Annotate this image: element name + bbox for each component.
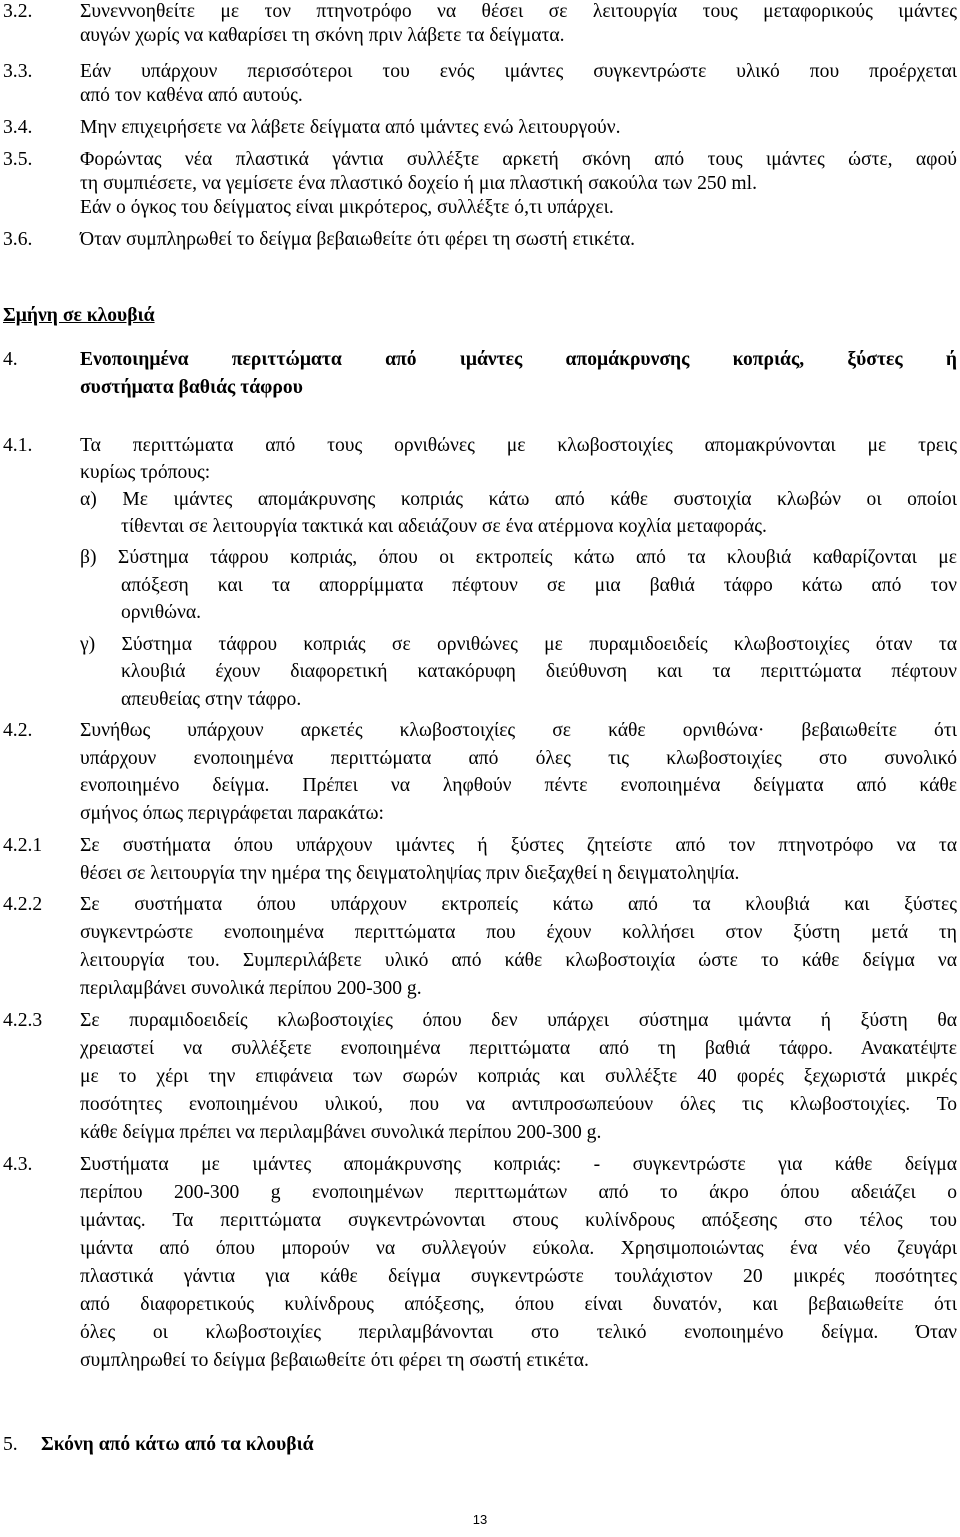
text-line: πλαστικά γάντια για κάθε δείγμα συγκεντρώστε τουλάχιστον 20 μικρές ποσότητες [80,1266,957,1287]
heading-number: 5. [3,1434,18,1455]
item-number: 3.5. [3,149,33,170]
page-number: 13 [472,1512,488,1527]
text-line: απευθείας στην τάφρο. [121,689,302,710]
heading-line: Ενοποιημένα περιττώματα από ιμάντες απομάκρυνσης κοπριάς, ξύστες ή [80,349,957,370]
text-line: Τα περιττώματα από τους ορνιθώνες με κλωβοστοιχίες απομακρύνονται με τρεις [80,435,957,456]
text-line: Όταν συμπληρωθεί το δείγμα βεβαιωθείτε ότι φέρει τη σωστή ετικέτα. [80,229,635,250]
text-line: θέσει σε λειτουργία την ημέρα της δειγματοληψίας πριν διεξαχθεί η δειγματοληψία. [80,863,740,884]
text-line: Εάν ο όγκος του δείγματος είναι μικρότερος, συλλέξτε ό,τι υπάρχει. [80,197,614,218]
paragraph-number: 4.2. [3,720,33,741]
item-number: 3.2. [3,1,33,22]
text-line: συμπληρωθεί το δείγμα βεβαιωθείτε ότι φέρει τη σωστή ετικέτα. [80,1350,589,1371]
item-number: 3.4. [3,117,33,138]
text-line: από τον καθένα από αυτούς. [80,85,303,106]
paragraph-number: 4.2.3 [3,1010,43,1031]
text-line: Σε συστήματα όπου υπάρχουν εκτροπείς κάτω από τα κλουβιά και ξύστες [80,894,957,915]
section-heading: Σμήνη σε κλουβιά [3,305,155,326]
text-line: από διαφορετικούς κυλίνδρους απόξεσης, όπου είναι δυνατόν, και βεβαιωθείτε ότι [80,1294,957,1315]
text-line: Μην επιχειρήσετε να λάβετε δείγματα από ιμάντες ενώ λειτουργούν. [80,117,621,138]
text-line: γ) Σύστημα τάφρου κοπριάς σε ορνιθώνες με πυραμιδοειδείς κλωβοστοιχίες όταν τα [80,634,957,655]
text-line: τίθενται σε λειτουργία τακτικά και αδειάζουν σε ένα ατέρμονα κοχλία μεταφοράς. [121,516,767,537]
text-line: υπάρχουν ενοποιημένα περιττώματα από όλες τις κλωβοστοιχίες στο συνολικό [80,748,957,769]
heading-number: 4. [3,349,18,370]
text-line: Συστήματα με ιμάντες απομάκρυνσης κοπριάς: - συγκεντρώστε για κάθε δείγμα [80,1154,957,1175]
heading-line: συστήματα βαθιάς τάφρου [80,377,303,398]
heading-text: Σκόνη από κάτω από τα κλουβιά [41,1434,314,1455]
text-line: Συνεννοηθείτε με τον πτηνοτρόφο να θέσει σε λειτουργία τους μεταφορικούς ιμάντες [80,1,957,22]
text-line: Συνήθως υπάρχουν αρκετές κλωβοστοιχίες σε κάθε ορνιθώνα· βεβαιωθείτε ότι [80,720,957,741]
text-line: ενοποιημένο δείγμα. Πρέπει να ληφθούν πέντε ενοποιημένα δείγματα από κάθε [80,775,957,796]
text-line: κάθε δείγμα πρέπει να περιλαμβάνει συνολικά περίπου 200-300 g. [80,1122,602,1143]
item-number: 3.6. [3,229,33,250]
text-line: κλουβιά έχουν διαφορετική κατακόρυφη διεύθυνση και τα περιττώματα πέφτουν [121,661,957,682]
text-line: ορνιθώνα. [121,602,202,623]
text-line: ιμάντα από όπου μπορούν να συλλεγούν εύκολα. Χρησιμοποιώντας ένα νέο ζευγάρι [80,1238,957,1259]
text-line: αυγών χωρίς να καθαρίσει τη σκόνη πριν λάβετε τα δείγματα. [80,25,565,46]
paragraph-number: 4.2.2 [3,894,43,915]
text-line: λειτουργία του. Συμπεριλάβετε υλικό από κάθε κλωβοστοιχία ώστε το κάθε δείγμα να [80,950,957,971]
text-line: όλες οι κλωβοστοιχίες περιλαμβάνονται στο τελικό ενοποιημένο δείγμα. Όταν [80,1322,957,1343]
text-line: περιλαμβάνει συνολικά περίπου 200-300 g. [80,978,422,999]
text-line: Φορώντας νέα πλαστικά γάντια συλλέξτε αρκετή σκόνη από τους ιμάντες ώστε, αφού [80,149,957,170]
text-line: Εάν υπάρχουν περισσότεροι του ενός ιμάντες συγκεντρώστε υλικό που προέρχεται [80,61,957,82]
text-line: κυρίως τρόπους: [80,462,211,483]
text-line: ιμάντας. Τα περιττώματα συγκεντρώνονται στους κυλίνδρους απόξεσης στο τέλος του [80,1210,957,1231]
text-line: Σε πυραμιδοειδείς κλωβοστοιχίες όπου δεν υπάρχει σύστημα ιμάντα ή ξύστη θα [80,1010,957,1031]
text-line: β) Σύστημα τάφρου κοπριάς, όπου οι εκτροπείς κάτω από τα κλουβιά καθαρίζονται με [80,547,957,568]
paragraph-number: 4.2.1 [3,835,43,856]
text-line: τη συμπιέσετε, να γεμίσετε ένα πλαστικό δοχείο ή μια πλαστική σακούλα των 250 ml. [80,173,757,194]
text-line: με το χέρι την επιφάνεια των σωρών κοπριάς και συλλέξτε 40 φορές ξεχωριστά μικρές [80,1066,957,1087]
text-line: σμήνος όπως περιγράφεται παρακάτω: [80,803,384,824]
item-number: 3.3. [3,61,33,82]
text-line: απόξεση και τα απορρίμματα πέφτουν σε μια βαθιά τάφρο κάτω από τον [121,575,957,596]
text-line: χρειαστεί να συλλέξετε ενοποιημένα περιττώματα από τη βαθιά τάφρο. Ανακατέψτε [80,1038,957,1059]
text-line: Σε συστήματα όπου υπάρχουν ιμάντες ή ξύστες ζητείστε από τον πτηνοτρόφο να τα [80,835,957,856]
text-line: ποσότητες ενοποιημένου υλικού, που να αντιπροσωπεύουν όλες τις κλωβοστοιχίες. Το [80,1094,957,1115]
paragraph-number: 4.1. [3,435,33,456]
text-line: περίπου 200-300 g ενοποιημένων περιττωμάτων από το άκρο όπου αδειάζει ο [80,1182,957,1203]
paragraph-number: 4.3. [3,1154,33,1175]
text-line: α) Με ιμάντες απομάκρυνσης κοπριάς κάτω από κάθε συστοιχία κλωβών οι οποίοι [80,489,957,510]
text-line: συγκεντρώστε ενοποιημένα περιττώματα που έχουν κολλήσει στον ξύστη μετά τη [80,922,957,943]
